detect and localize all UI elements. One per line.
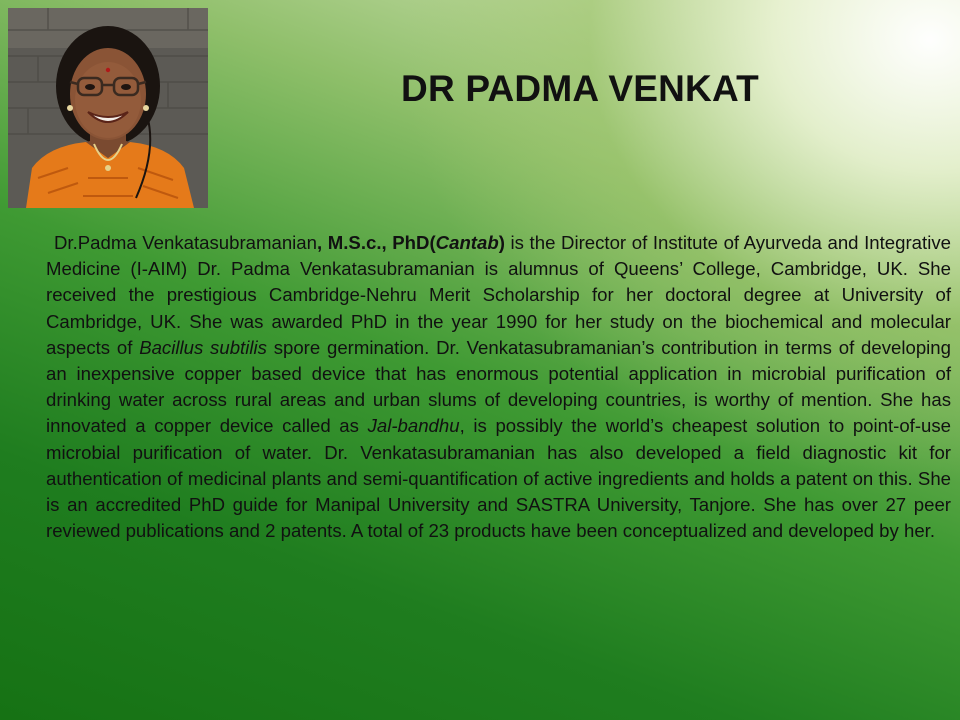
bio-degrees-separator: , [316,232,328,253]
bio-paragraph [46,230,951,544]
bio-text-part1: is the Director of Institute of Ayurveda and Integrative Medicine (I-AIM) Dr. Padma Venkatasubramanian is alumnus of Queens’ College, Cambridge, UK. She received the prestigious Cambridge-Nehru Merit Scholarship for her doctoral degree at University of Cambridge, UK. She was awarded PhD in the year 1990 for her study on the biochemical and molecular aspects of [46,232,951,358]
bio-degree-separator: , [381,232,393,253]
portrait-illustration [8,8,208,208]
bio-degree-msc: M.S.c. [327,232,382,253]
bio-text-part3: , is possibly the world’s cheapest solution to point-of-use microbial purification of water. Dr. Venkatasubramanian has also developed a field diagnostic kit for authentication of medicinal plants and semi-quantification of active ingredients and holds a patent on this. She is an accredited PhD guide for Manipal University and SASTRA University, Tanjore. She has over 27 peer reviewed publications and 2 patents. A total of 23 products have been conceptualized and developed by her. [46,415,952,542]
bio-degree-phd-institution: Cantab [435,232,499,253]
bio-device-name: Jal-bandhu [367,415,460,437]
bio-text-part2: spore germination. Dr. Venkatasubramanian’s contribution in terms of developing an inexpensive copper based device that has enormous potential application in microbial purification of drinking water across rural areas and urban slums of developing countries, is worthy of mention. She has innovated a copper device called as [46,336,951,437]
bio-species-name: Bacillus subtilis [139,336,267,358]
bio-degree-phd-prefix: PhD( [392,232,436,253]
portrait-photo [8,8,208,208]
bio-name: Dr.Padma Venkatasubramanian [54,232,317,253]
slide-title: DR PADMA VENKAT [401,68,759,109]
bio-degree-phd-suffix: ) [498,232,505,253]
